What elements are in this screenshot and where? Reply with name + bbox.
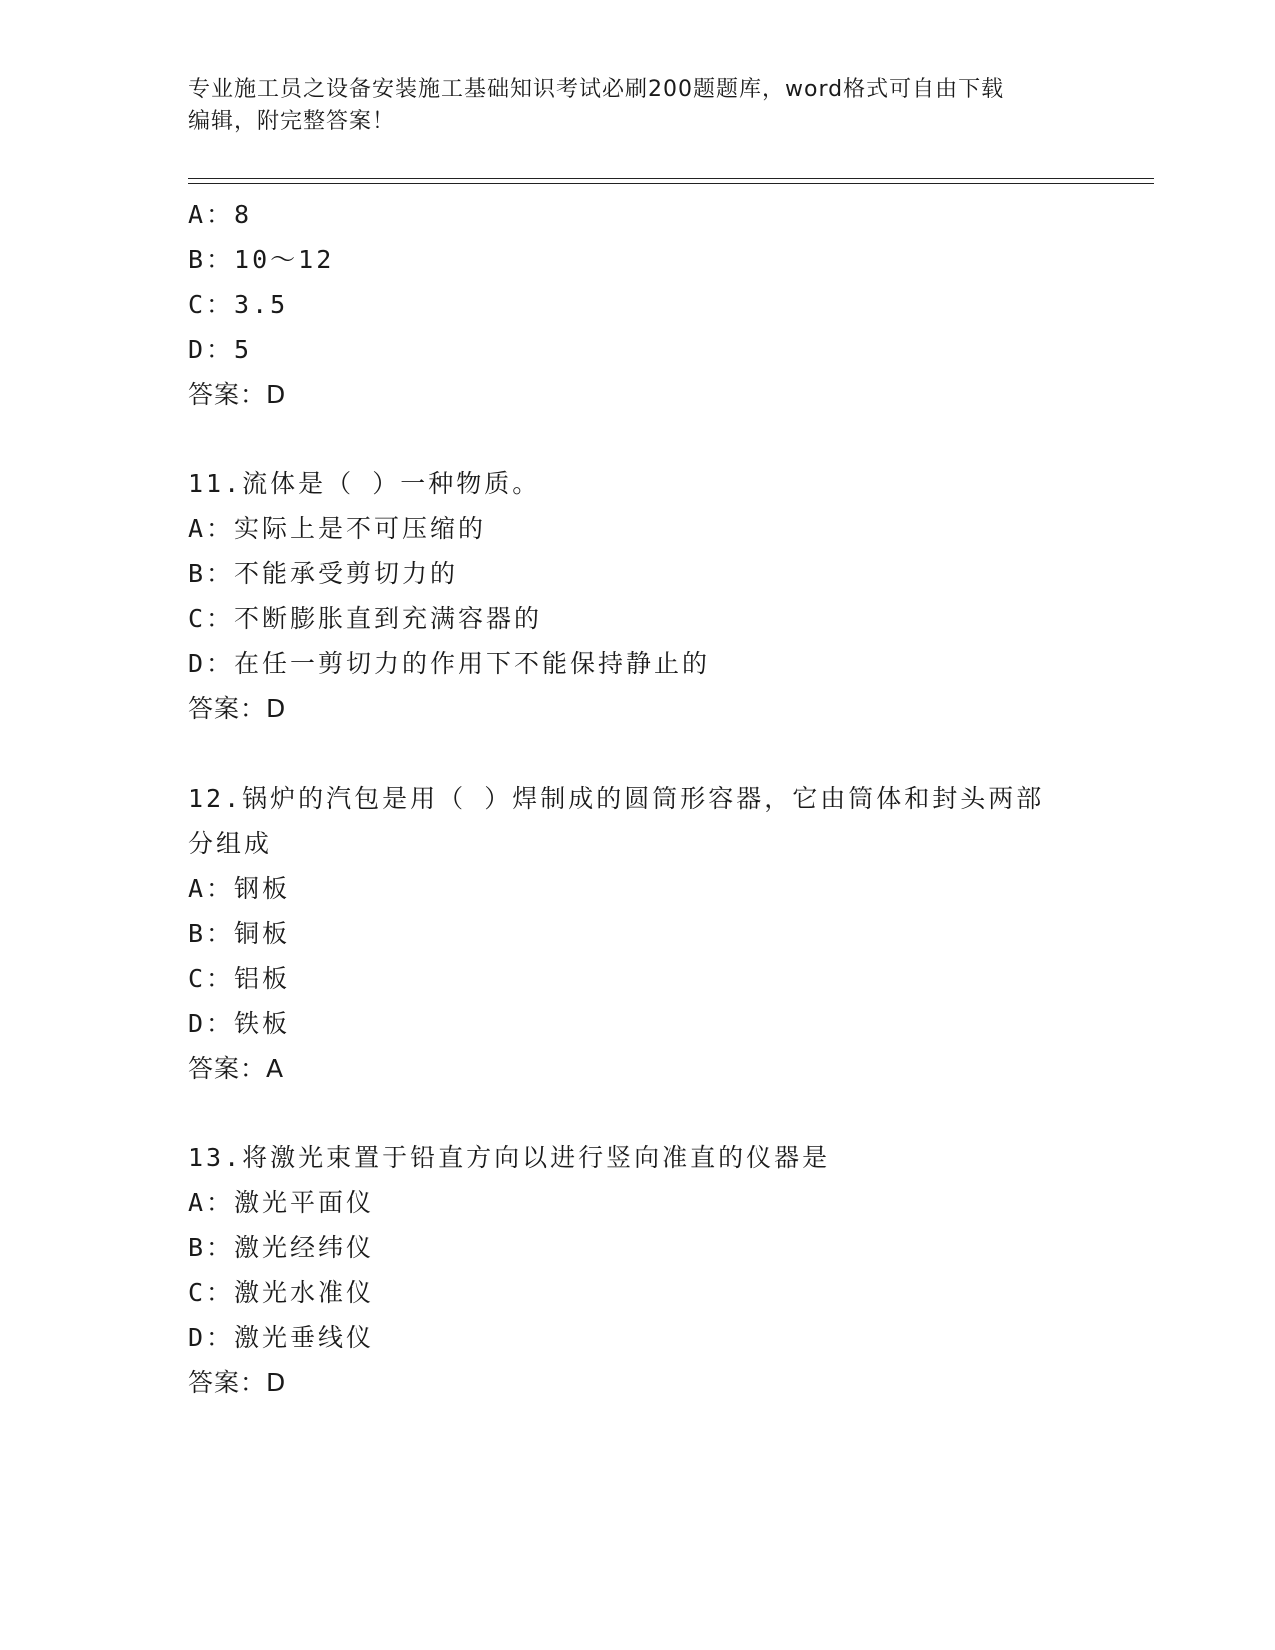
- q10-option-a: A：8: [188, 200, 253, 229]
- q10-answer: 答案：D: [188, 380, 287, 409]
- q13-stem: 13.将激光束置于铅直方向以进行竖向准直的仪器是: [188, 1143, 831, 1172]
- header-divider-bottom: [188, 183, 1154, 184]
- header-title-line-2: 编辑，附完整答案！: [188, 109, 396, 134]
- q12-stem-line-2: 分组成: [188, 829, 273, 858]
- q10-option-c: C：3.5: [188, 290, 289, 319]
- q12-stem-line-1: 12.锅炉的汽包是用（ ）焊制成的圆筒形容器，它由筒体和封头两部: [188, 784, 1045, 813]
- q10-option-b: B：10～12: [188, 245, 335, 274]
- header-title-line-1: 专业施工员之设备安装施工基础知识考试必刷200题题库，word格式可自由下载: [188, 77, 1005, 102]
- q13-option-a: A：激光平面仪: [188, 1188, 375, 1217]
- q13-answer: 答案：D: [188, 1368, 287, 1397]
- q13-option-d: D：激光垂线仪: [188, 1323, 375, 1352]
- q12-option-a: A：钢板: [188, 874, 291, 903]
- q12-option-b: B：铜板: [188, 919, 291, 948]
- q11-option-c: C：不断膨胀直到充满容器的: [188, 604, 543, 633]
- q11-stem: 11.流体是（ ）一种物质。: [188, 469, 541, 498]
- header-divider-top: [188, 178, 1154, 179]
- q13-option-b: B：激光经纬仪: [188, 1233, 375, 1262]
- q12-answer: 答案：A: [188, 1054, 285, 1083]
- q11-option-b: B：不能承受剪切力的: [188, 559, 459, 588]
- q12-option-c: C：铝板: [188, 964, 291, 993]
- q11-option-d: D：在任一剪切力的作用下不能保持静止的: [188, 649, 711, 678]
- q13-option-c: C：激光水准仪: [188, 1278, 375, 1307]
- document-header: [188, 74, 1088, 138]
- q11-answer: 答案：D: [188, 694, 287, 723]
- q12-option-d: D：铁板: [188, 1009, 291, 1038]
- q11-option-a: A：实际上是不可压缩的: [188, 514, 487, 543]
- q10-option-d: D：5: [188, 335, 253, 364]
